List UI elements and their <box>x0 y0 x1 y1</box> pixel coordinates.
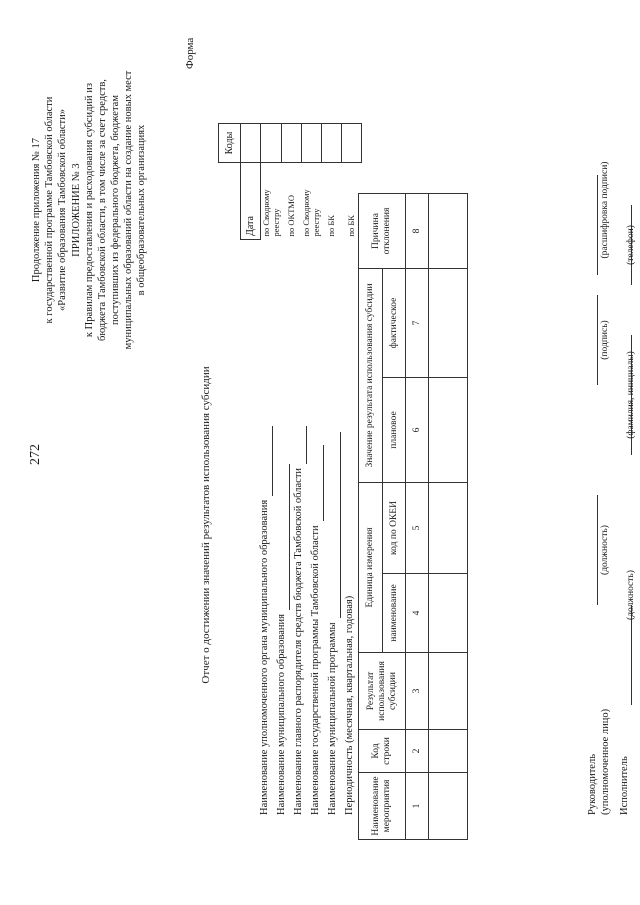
codes-row-value <box>261 124 282 163</box>
codes-row-label: по ОКТМО <box>281 163 301 240</box>
column-number: 4 <box>406 574 429 653</box>
caption-signature: (подпись) <box>600 320 610 360</box>
codes-row-value <box>241 124 261 163</box>
col-header-actual: фактическое <box>383 269 406 378</box>
table-cell <box>429 378 468 483</box>
col-header-activity: Наименование мероприятия <box>359 773 406 840</box>
info-field <box>273 426 290 815</box>
signature-line <box>596 175 598 275</box>
col-header-unit-group: Единица измерения <box>359 483 383 653</box>
column-number: 6 <box>406 378 429 483</box>
form-label: Форма <box>184 37 196 69</box>
info-field <box>341 426 358 815</box>
column-number: 8 <box>406 194 429 269</box>
executor-label: Исполнитель <box>619 756 630 815</box>
caption-position: (должность) <box>626 570 636 620</box>
table-cell <box>429 194 468 269</box>
header-line: Продолжение приложения № 17 <box>31 137 42 283</box>
codes-row-label: по БК <box>341 163 361 240</box>
codes-header: Коды <box>219 124 241 163</box>
column-number: 7 <box>406 269 429 378</box>
table-cell <box>429 653 468 730</box>
info-field <box>290 426 307 815</box>
head-label-sub: (уполномоченное лицо) <box>600 708 611 815</box>
fill-line <box>260 426 273 496</box>
column-number: 3 <box>406 653 429 730</box>
col-header-planned: плановое <box>383 378 406 483</box>
fill-line <box>328 432 341 618</box>
caption-name-initials: (фамилия, инициалы) <box>626 351 636 439</box>
info-fields <box>256 426 358 815</box>
caption-position: (должность) <box>600 525 610 575</box>
col-header-row-code: Код строки <box>359 730 406 773</box>
appendix-title: ПРИЛОЖЕНИЕ № 3 <box>71 163 82 257</box>
header-line: «Развитие образования Тамбовской области» <box>57 109 68 311</box>
fill-line <box>277 464 290 610</box>
info-field <box>307 426 324 815</box>
col-header-value-group: Значение результата использования субсидии <box>359 269 383 483</box>
info-field-label: Наименование государственной программы Тамбовской области <box>310 525 321 815</box>
report-title: Отчет о достижении значений результатов использования субсидии <box>200 366 212 684</box>
codes-row-value <box>301 124 321 163</box>
table-cell <box>429 483 468 574</box>
table-row <box>429 194 468 840</box>
head-label: Руководитель <box>587 754 598 815</box>
signature-line <box>596 295 598 385</box>
codes-table <box>218 123 362 240</box>
codes-row-label: по БК <box>321 163 341 240</box>
signature-line <box>596 495 598 605</box>
info-field-label: Наименование муниципальной программы <box>327 622 338 815</box>
head-signature-label <box>586 709 612 815</box>
caption-phone: (телефон) <box>626 225 636 265</box>
column-number: 2 <box>406 730 429 773</box>
table-cell <box>429 730 468 773</box>
results-table <box>358 193 468 840</box>
table-cell <box>429 574 468 653</box>
col-header-deviation-reason: Причина отклонения <box>359 194 406 269</box>
appendix-header <box>30 5 148 415</box>
page-number: 272 <box>28 444 43 465</box>
appendix-line: к Правилам предоставления и расходования субсидий из <box>84 82 95 338</box>
info-field <box>256 426 273 815</box>
table-cell <box>429 773 468 840</box>
col-header-unit-name: наименование <box>383 574 406 653</box>
appendix-line: муниципальных образований области на создание новых мест <box>123 70 134 350</box>
codes-row-label: Дата <box>241 163 261 240</box>
table-cell <box>429 269 468 378</box>
column-number: 1 <box>406 773 429 840</box>
codes-row-label: по Сводному реестру <box>301 163 321 240</box>
appendix-line: в общеобразовательных организациях <box>136 124 147 296</box>
table-row <box>406 194 429 840</box>
info-field <box>324 426 341 815</box>
column-number: 5 <box>406 483 429 574</box>
appendix-line: бюджета Тамбовской области, в том числе за счет средств, <box>97 79 108 341</box>
codes-row-value <box>321 124 341 163</box>
info-field-label: Периодичность (месячная, квартальная, годовая) <box>344 595 355 815</box>
codes-row-value <box>281 124 301 163</box>
info-field-label: Наименование муниципального образования <box>276 614 287 815</box>
codes-row-value <box>341 124 361 163</box>
info-field-label: Наименование уполномоченного органа муниципального образования <box>259 499 270 815</box>
fill-line <box>294 426 307 464</box>
col-header-okei-code: код по ОКЕИ <box>383 483 406 574</box>
info-field-label: Наименование главного распорядителя средств бюджета Тамбовской области <box>293 467 304 815</box>
appendix-line: поступивших из федерального бюджета, бюджетам <box>110 95 121 326</box>
codes-row-label: по Сводному реестру <box>261 163 282 240</box>
col-header-result: Результат использования субсидии <box>359 653 406 730</box>
caption-signature-decoding: (расшифровка подписи) <box>600 161 610 259</box>
fill-line <box>311 445 324 521</box>
header-line: к государственной программе Тамбовской области <box>44 96 55 324</box>
